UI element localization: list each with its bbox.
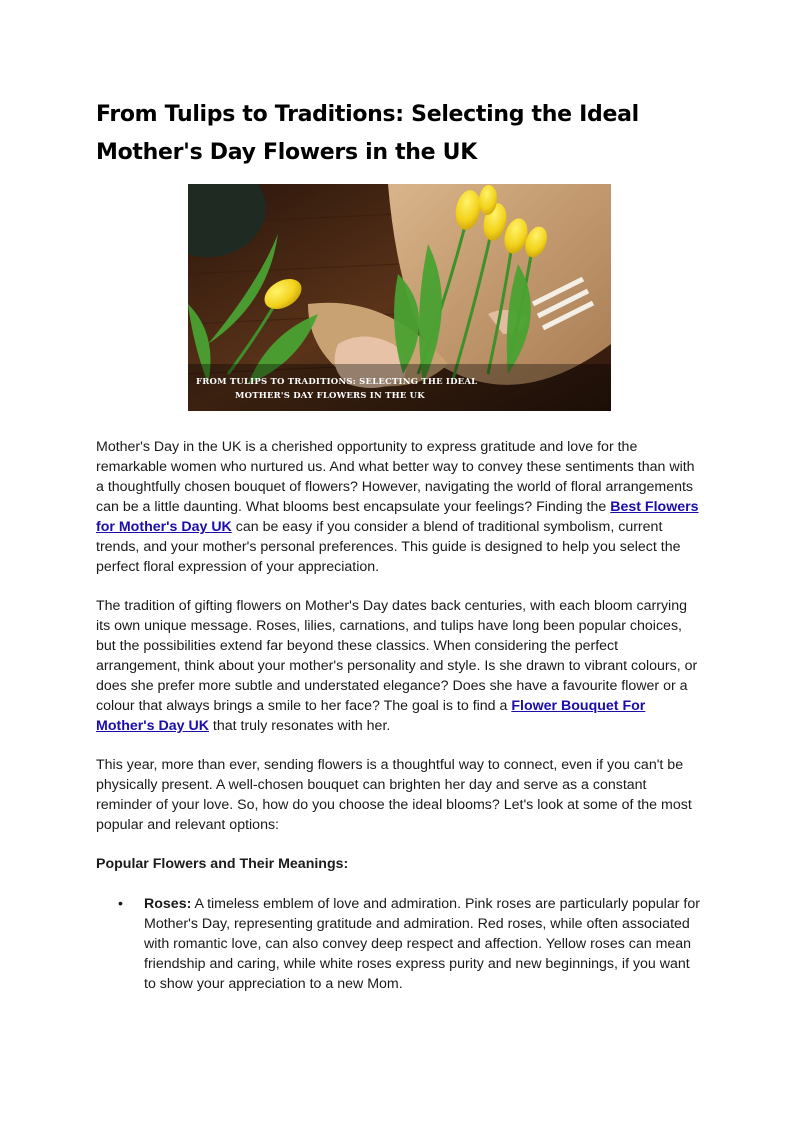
paragraph-intro-text: Mother's Day in the UK is a cherished opportunity to express gratitude and love for the remarkable women who nurtured us. And what better way to convey these sentiments than with a thoughtfully chosen bouquet of flowers? However, navigating the world of floral arrangements can be a little daunting. What blooms best encapsulate your feelings? Finding the <box>96 439 695 515</box>
paragraph-intro <box>96 437 704 577</box>
article-body <box>96 437 704 994</box>
list-item-text: A timeless emblem of love and admiration. Pink roses are particularly popular for Mother's Day, representing gratitude and admiration. Red roses, while often associated with romantic love, can also convey deep respect and affection. Yellow roses can mean friendship and caring, while white roses express purity and new beginnings, if you want to show your appreciation to a new Mom. <box>144 896 700 992</box>
paragraph-connect: This year, more than ever, sending flowers is a thoughtful way to connect, even if you can't be physically present. A well-chosen bouquet can brighten her day and serve as a constant reminder of your love. So, how do you choose the ideal blooms? Let's look at some of the most popular and relevant options: <box>96 757 692 833</box>
list-item-term: Roses: <box>144 896 192 912</box>
flower-bouquet-link[interactable]: Flower Bouquet For Mother's Day UK <box>96 698 646 734</box>
section-heading: Popular Flowers and Their Meanings: <box>96 856 349 872</box>
list-item <box>118 894 704 994</box>
flower-list <box>96 894 704 994</box>
paragraph-intro-text-end: can be easy if you consider a blend of traditional symbolism, current trends, and your mother's personal preferences. This guide is designed to help you select the perfect floral expression of your appreciation. <box>96 519 681 575</box>
best-flowers-link[interactable]: Best Flowers for Mother's Day UK <box>96 499 699 535</box>
page-title: From Tulips to Traditions: Selecting the Ideal Mother's Day Flowers in the UK <box>96 102 639 165</box>
bullet-icon: • <box>118 896 123 912</box>
hero-image <box>188 184 611 411</box>
image-caption-line2: MOTHER'S DAY FLOWERS IN THE UK <box>235 391 425 401</box>
paragraph-tradition <box>96 596 704 736</box>
paragraph-tradition-text: The tradition of gifting flowers on Mother's Day dates back centuries, with each bloom carrying its own unique message. Roses, lilies, carnations, and tulips have long been popular choices, but the possibilities extend far beyond these classics. When considering the perfect arrangement, think about your mother's personality and style. Is she drawn to vibrant colours, or does she prefer more subtle and understated elegance? Does she have a favourite flower or a colour that always brings a smile to her face? The goal is to find a <box>96 598 698 714</box>
paragraph-tradition-text-end: that truly resonates with her. <box>208 718 391 734</box>
image-caption-line1: FROM TULIPS TO TRADITIONS: SELECTING THE IDEAL <box>196 377 478 387</box>
